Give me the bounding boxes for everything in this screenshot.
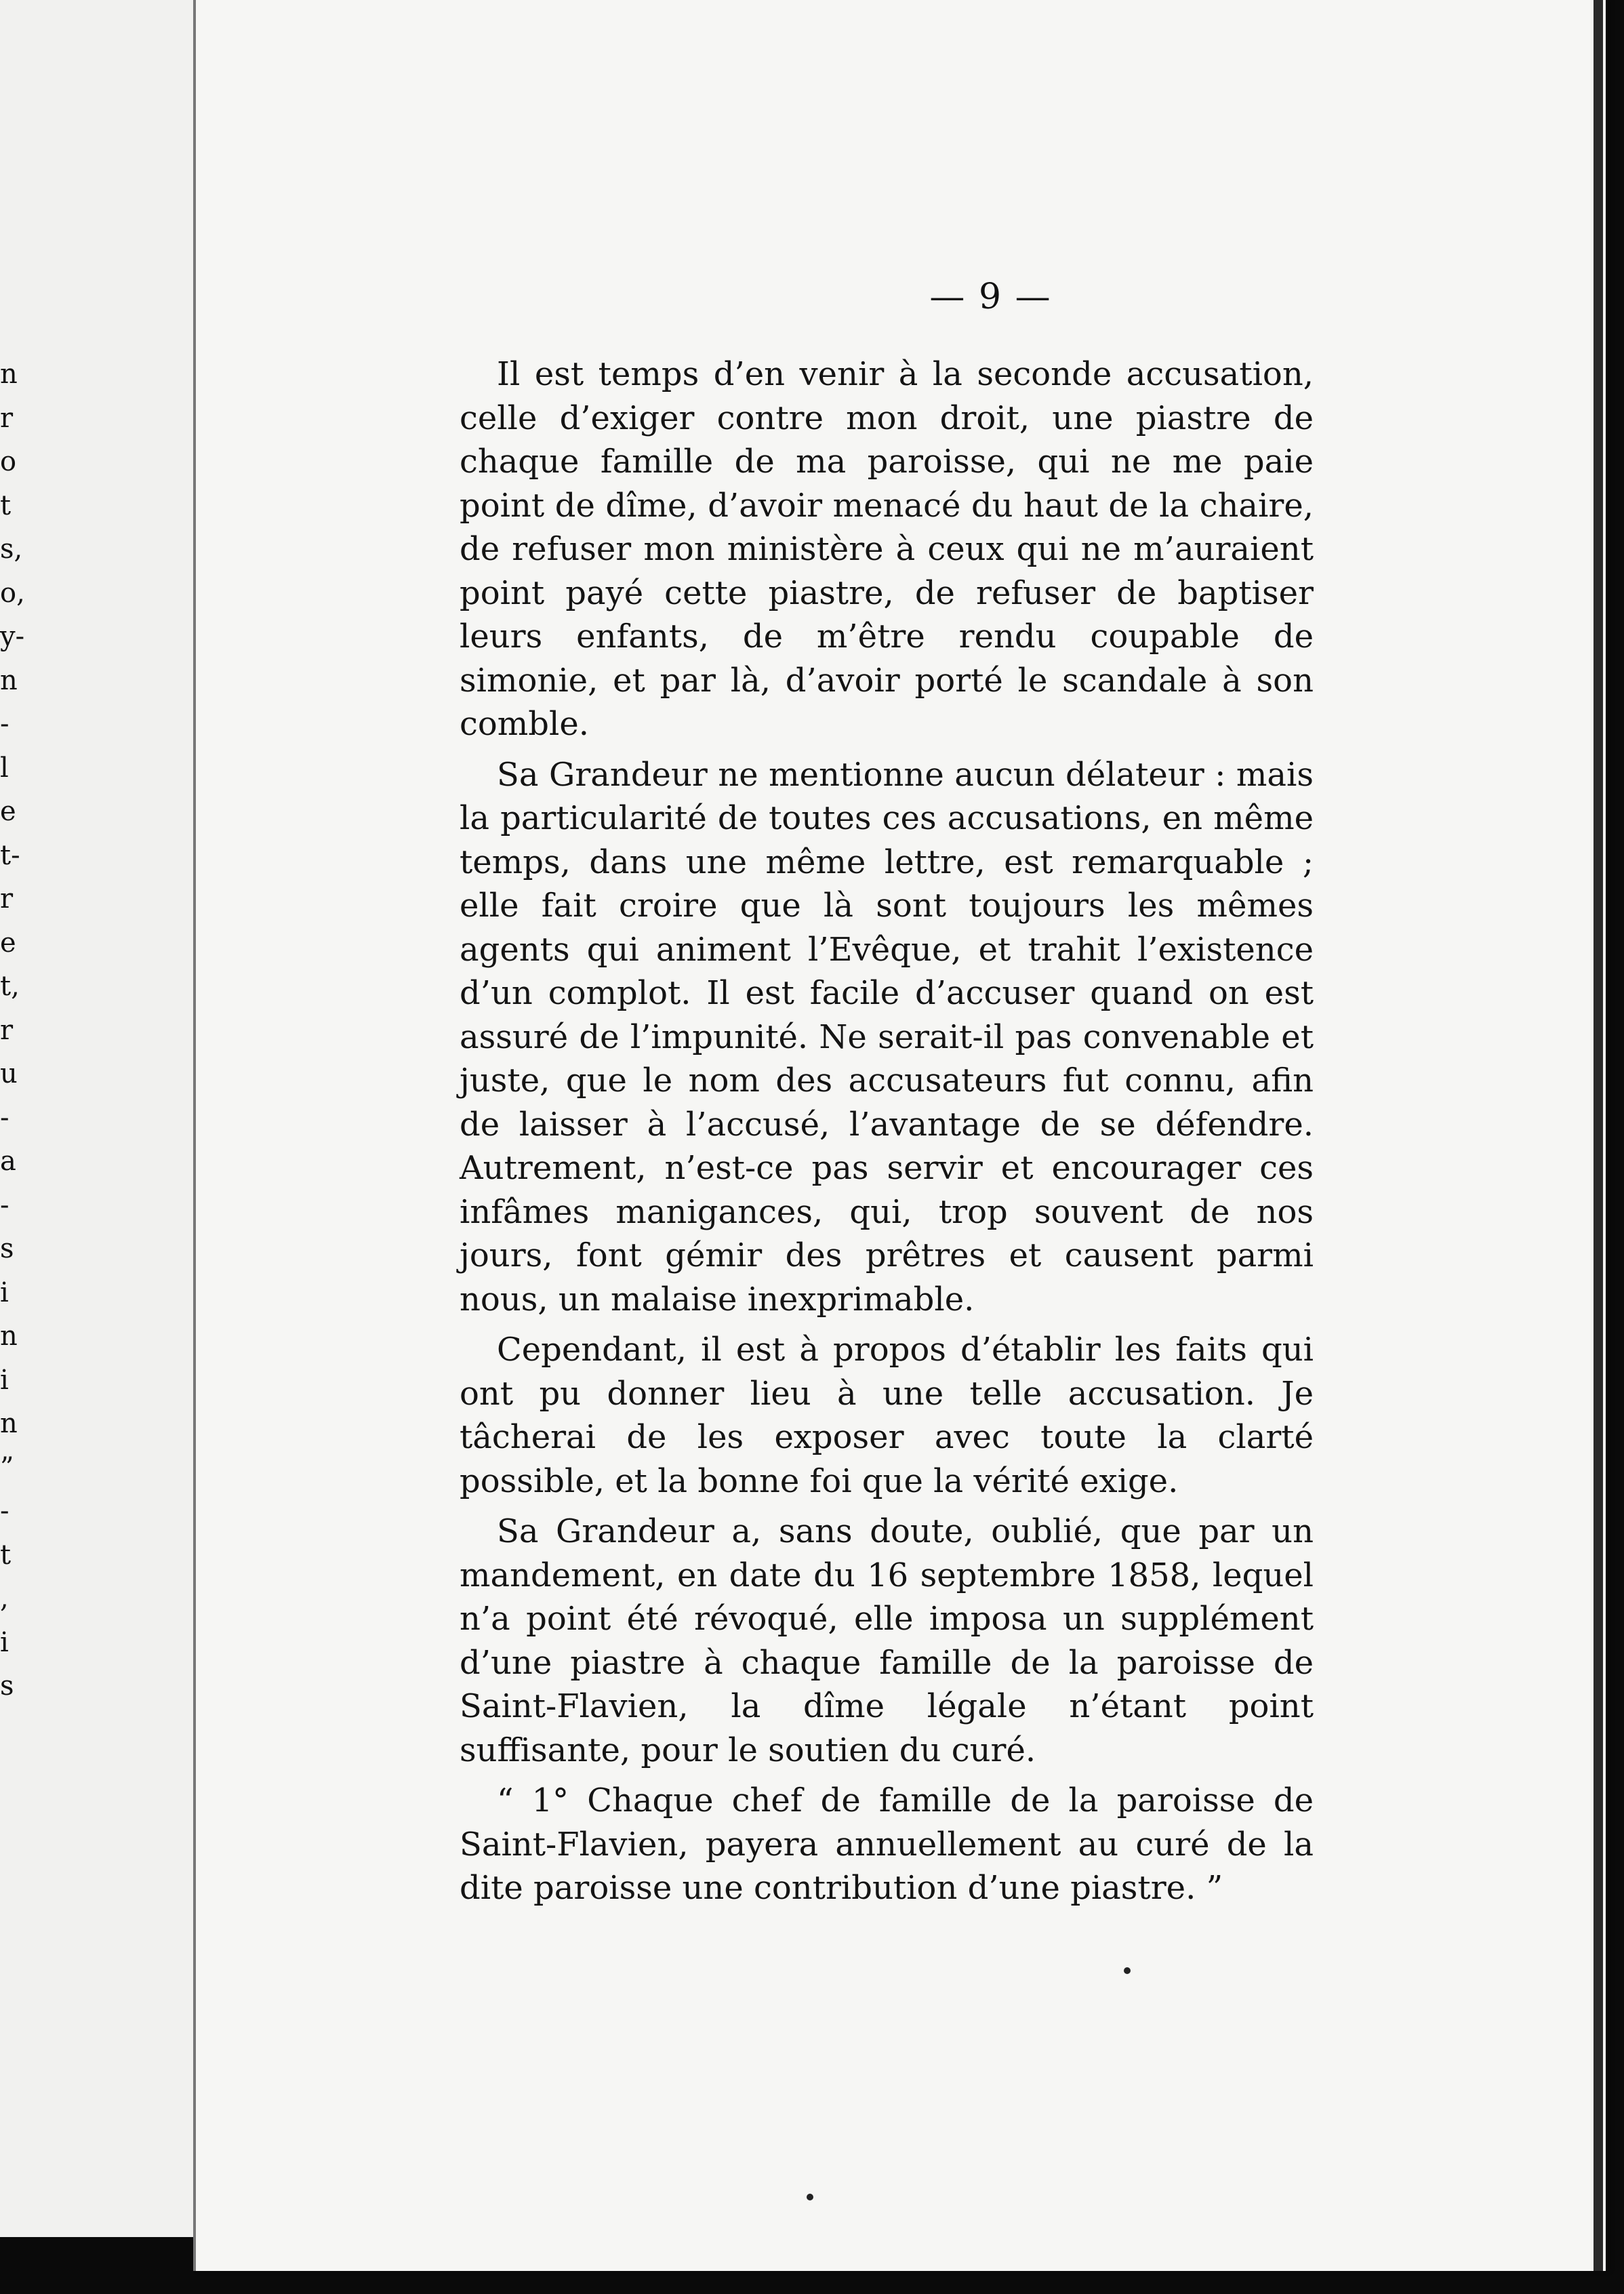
margin-letter: - [0, 1102, 9, 1133]
margin-letter: n [0, 1321, 18, 1352]
margin-letter: l [0, 752, 9, 784]
ink-speck [807, 2194, 813, 2200]
margin-letter: i [0, 1276, 9, 1308]
ink-speck [1124, 1967, 1131, 1974]
paragraph: Cependant, il est à propos d’établir les faits qui ont pu donner lieu à une telle accusation. Je tâcherai de les exposer avec toute la clarté possible, et la bonne foi que la vérité exige. [460, 1331, 1314, 1500]
margin-letter: n [0, 1408, 18, 1439]
margin-letter: - [0, 1495, 9, 1527]
margin-letter: t, [0, 971, 20, 1002]
body-text [460, 353, 1314, 1917]
margin-letter: - [0, 1189, 9, 1221]
previous-page-margin-letters [0, 353, 25, 1708]
margin-letter: u [0, 1058, 18, 1089]
margin-letter: n [0, 359, 18, 390]
margin-letter: i [0, 1626, 9, 1658]
margin-letter: e [0, 796, 16, 827]
margin-letter: t [0, 489, 12, 521]
paragraph: “ 1° Chaque chef de famille de la paroisse de Saint-Flavien, payera annuellement au curé de la dite paroisse une contribution d’une piastre. ” [460, 1782, 1314, 1907]
margin-letter: n [0, 664, 18, 696]
margin-letter: s [0, 1233, 14, 1264]
margin-letter: a [0, 1146, 16, 1177]
margin-letter: e [0, 927, 16, 959]
paragraph: Sa Grandeur a, sans doute, oublié, que par un mandement, en date du 16 septembre 1858, lequel n’a point été révoqué, elle imposa un supplément d’une piastre à chaque famille de la paroisse de Saint-Flavien, la dîme légale n’étant point suffisante, pour le soutien du curé. [460, 1512, 1314, 1769]
page-number: — 9 — [929, 277, 1052, 317]
margin-letter: o [0, 446, 17, 477]
previous-page [0, 0, 203, 2237]
margin-letter: i [0, 1364, 9, 1396]
margin-letter: - [0, 708, 9, 740]
margin-letter: y- [0, 621, 25, 652]
paragraph: Sa Grandeur ne mentionne aucun délateur : mais la particularité de toutes ces accusations, en même temps, dans une même lettre, est remarquable ; elle fait croire que là sont toujours les mêmes agents qui animent l’Evêque, et trahit l’existence d’un complot. Il est facile d’accuser quand on est assuré de l’impunité. Ne serait-il pas convenable et juste, que le nom des accusateurs fut connu, afin de laisser à l’accusé, l’avantage de se défendre. Autrement, n’est-ce pas servir et encourager ces infâmes manigances, qui, trop souvent de nos jours, font gémir des prêtres et causent parmi nous, un malaise inexprimable. [460, 755, 1314, 1319]
margin-letter: o, [0, 577, 25, 609]
margin-letter: , [0, 1583, 9, 1614]
margin-letter: t- [0, 839, 20, 871]
paragraph: Il est temps d’en venir à la seconde accusation, celle d’exiger contre mon droit, une piastre de chaque famille de ma paroisse, qui ne me paie point de dîme, d’avoir menacé du haut de la chaire, de refuser mon ministère à ceux qui ne m’auraient point payé cette piastre, de refuser de baptiser leurs enfants, de m’être rendu coupable de simonie, et par là, d’avoir porté le scandale à son comble. [460, 355, 1314, 743]
margin-letter: r [0, 883, 14, 914]
margin-letter: s [0, 1670, 14, 1702]
margin-letter: t [0, 1539, 12, 1571]
margin-letter: r [0, 1014, 14, 1046]
margin-letter: r [0, 402, 14, 434]
margin-letter: ” [0, 1451, 14, 1483]
margin-letter: s, [0, 534, 23, 565]
